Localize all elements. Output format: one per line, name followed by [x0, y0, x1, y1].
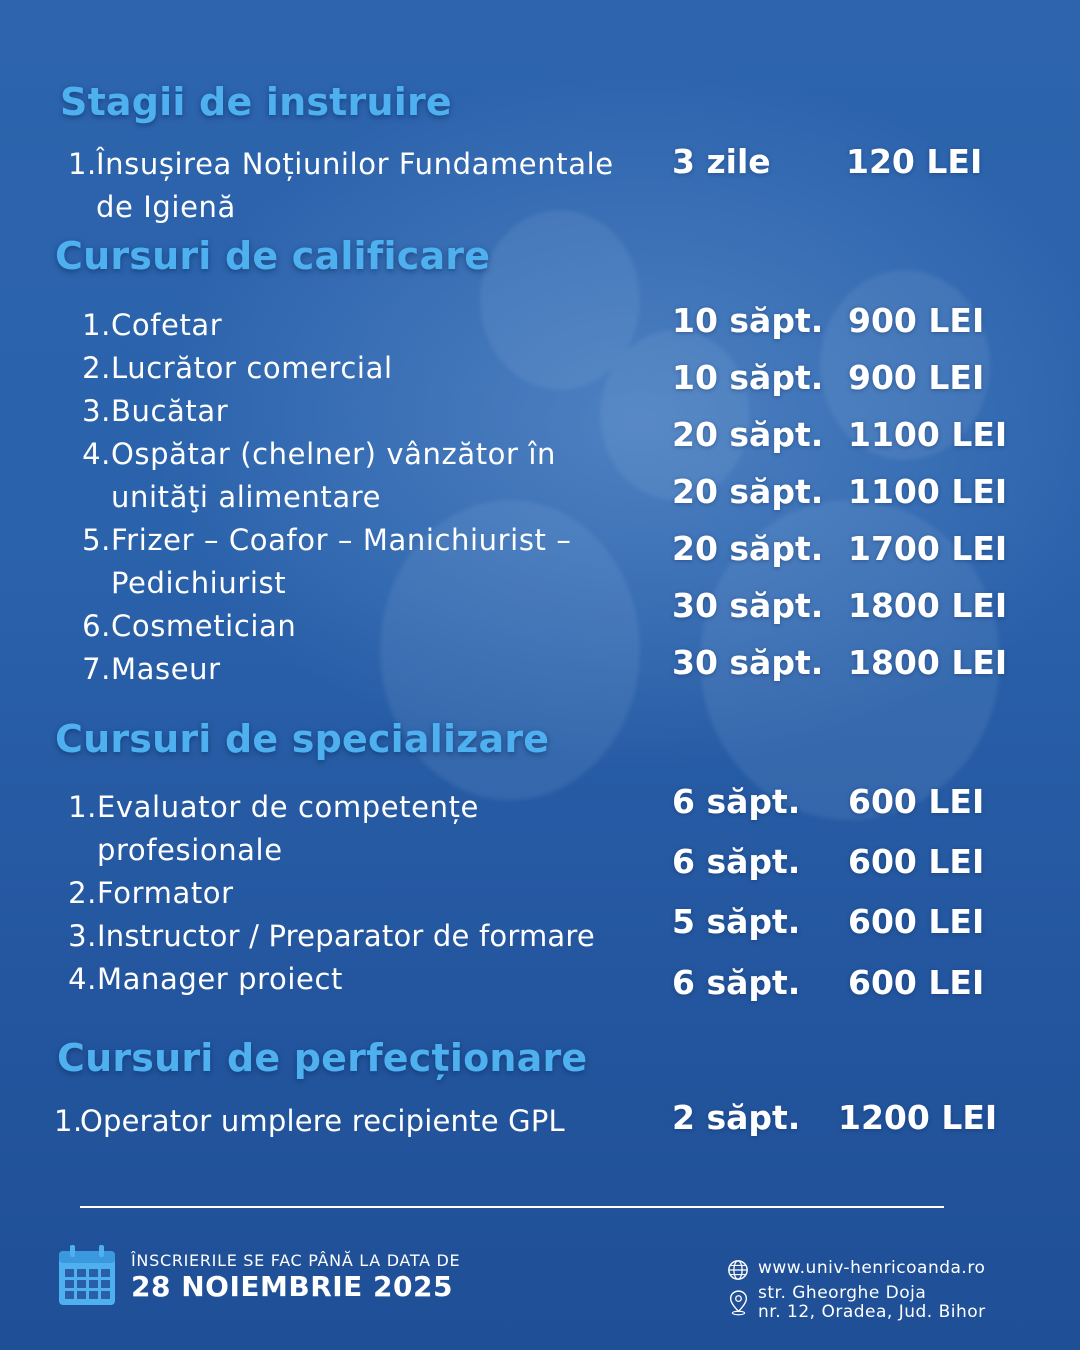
item-number: 7.	[82, 652, 111, 686]
address-line: str. Gheorghe Doja	[758, 1283, 927, 1303]
location-pin-icon	[728, 1289, 749, 1316]
duration: 10 săpt.	[672, 301, 824, 340]
duration: 20 săpt.	[672, 529, 824, 568]
list-item	[62, 958, 662, 1001]
duration: 2 săpt.	[672, 1098, 801, 1137]
list-item	[76, 433, 606, 519]
list-item	[62, 915, 662, 958]
list-item	[76, 304, 606, 347]
list-item	[76, 347, 606, 390]
item-number: 1.	[68, 147, 97, 181]
duration: 30 săpt.	[672, 643, 824, 682]
calificare-list	[76, 304, 606, 691]
item-number: 3.	[82, 394, 111, 428]
price: 120 LEI	[846, 142, 983, 181]
perfectionare-list	[54, 1100, 664, 1143]
duration: 6 săpt.	[672, 963, 801, 1002]
price: 1200 LEI	[838, 1098, 998, 1137]
item-number: 4.	[68, 962, 97, 996]
item-name: Instructor / Preparator de formare	[97, 919, 595, 953]
price: 1100 LEI	[848, 472, 1008, 511]
item-number: 3.	[68, 919, 97, 953]
price: 900 LEI	[848, 301, 985, 340]
item-number: 1.	[54, 1104, 83, 1138]
duration: 20 săpt.	[672, 415, 824, 454]
item-name: Lucrător comercial	[111, 351, 393, 385]
globe-icon	[727, 1259, 749, 1281]
duration: 3 zile	[672, 142, 771, 181]
item-number: 2.	[68, 876, 97, 910]
address	[758, 1284, 986, 1322]
item-name: Ospătar (chelner) vânzător în unităţi alimentare	[111, 437, 557, 514]
item-number: 2.	[82, 351, 111, 385]
duration: 10 săpt.	[672, 358, 824, 397]
duration: 30 săpt.	[672, 586, 824, 625]
registration-date: 28 NOIEMBRIE 2025	[131, 1270, 453, 1303]
list-item	[76, 605, 606, 648]
price: 600 LEI	[848, 782, 985, 821]
list-item	[76, 519, 606, 605]
stagii-list	[68, 143, 658, 229]
item-number: 1.	[82, 308, 111, 342]
price: 600 LEI	[848, 902, 985, 941]
registration-label: ÎNSCRIERILE SE FAC PÂNĂ LA DATA DE	[131, 1251, 461, 1270]
section-title-calificare: Cursuri de calificare	[55, 234, 491, 278]
calendar-icon	[57, 1245, 117, 1307]
item-name: Maseur	[111, 652, 221, 686]
price: 1100 LEI	[848, 415, 1008, 454]
price: 1700 LEI	[848, 529, 1008, 568]
section-title-specializare: Cursuri de specializare	[55, 717, 550, 761]
section-title-perfectionare: Cursuri de perfecționare	[57, 1036, 588, 1080]
item-name: Cofetar	[111, 308, 223, 342]
list-item	[54, 1100, 664, 1143]
item-name: Evaluator de competențe profesionale	[97, 790, 479, 867]
item-name: Bucătar	[111, 394, 229, 428]
list-item	[76, 648, 606, 691]
item-number: 1.	[68, 790, 97, 824]
specializare-list	[62, 786, 662, 1001]
item-name: Cosmetician	[111, 609, 297, 643]
item-number: 6.	[82, 609, 111, 643]
price: 1800 LEI	[848, 643, 1008, 682]
price: 600 LEI	[848, 842, 985, 881]
list-item	[62, 786, 662, 872]
item-name: Manager proiect	[97, 962, 343, 996]
item-name: Formator	[97, 876, 234, 910]
item-name: Operator umplere recipiente GPL	[80, 1104, 565, 1138]
list-item	[62, 872, 662, 915]
item-name: Însușirea Noțiunilor Fundamentale de Igienă	[96, 147, 614, 224]
duration: 5 săpt.	[672, 902, 801, 941]
footer-divider	[80, 1206, 944, 1208]
address-line: nr. 12, Oradea, Jud. Bihor	[758, 1302, 986, 1322]
duration: 6 săpt.	[672, 842, 801, 881]
price: 600 LEI	[848, 963, 985, 1002]
item-name: Frizer – Coafor – Manichiurist – Pedichiurist	[111, 523, 572, 600]
duration: 6 săpt.	[672, 782, 801, 821]
duration: 20 săpt.	[672, 472, 824, 511]
item-number: 5.	[82, 523, 111, 557]
list-item	[76, 390, 606, 433]
item-number: 4.	[82, 437, 111, 471]
website-link[interactable]: www.univ-henricoanda.ro	[758, 1258, 986, 1278]
list-item	[68, 143, 658, 229]
section-title-stagii: Stagii de instruire	[60, 80, 452, 124]
price: 900 LEI	[848, 358, 985, 397]
price: 1800 LEI	[848, 586, 1008, 625]
